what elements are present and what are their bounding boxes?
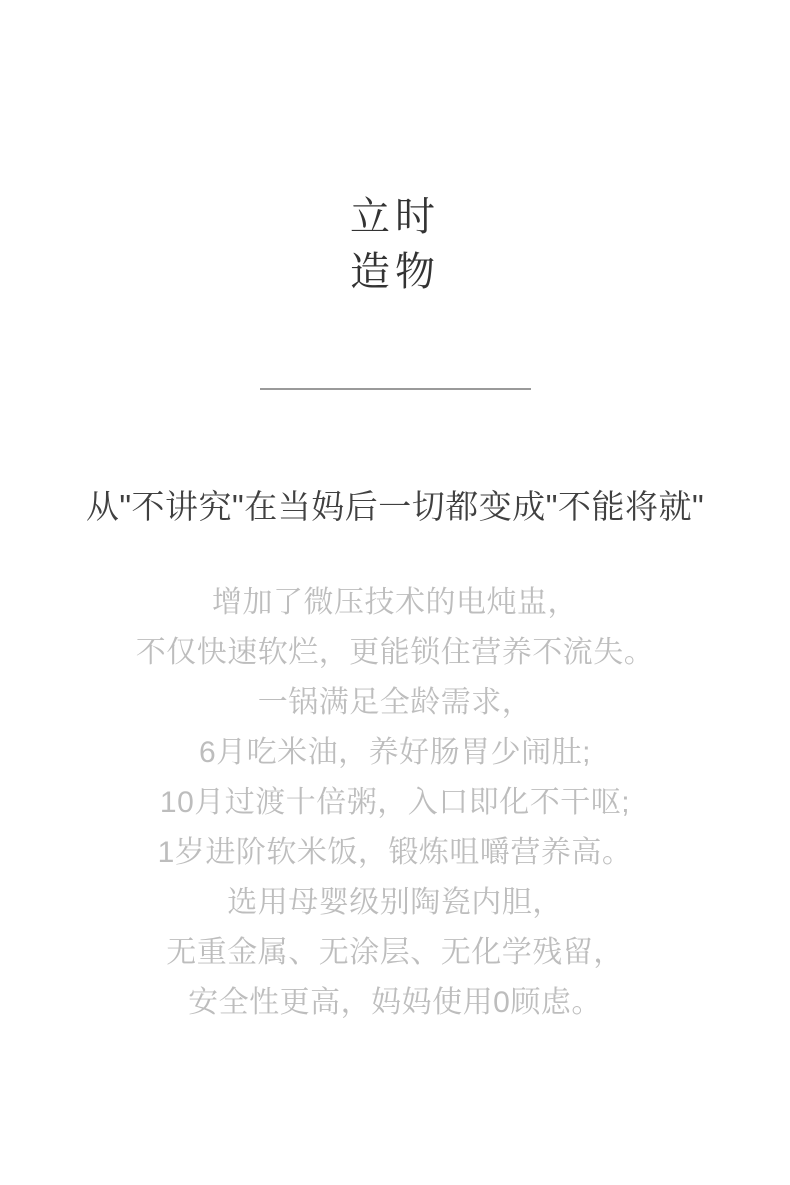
body-copy-line: 无重金属、无涂层、无化学残留，	[166, 936, 624, 969]
body-copy-line: 6月吃米油，养好肠胃少闹肚;	[198, 736, 592, 769]
horizontal-divider	[260, 388, 531, 390]
brand-logo-line-2: 造物	[350, 250, 440, 294]
brand-logo-line-1: 立时	[350, 195, 440, 239]
body-copy-line: 增加了微压技术的电炖盅，	[212, 586, 578, 619]
body-copy-line: 10月过渡十倍粥，入口即化不干呕;	[159, 786, 631, 819]
body-copy	[0, 578, 790, 1028]
body-copy-line: 1岁进阶软米饭，锻炼咀嚼营养高。	[157, 836, 633, 869]
body-copy-line: 安全性更高，妈妈使用0顾虑。	[188, 986, 602, 1019]
brand-logo	[0, 190, 790, 300]
section-heading: 从"不讲究"在当妈后一切都变成"不能将就"	[85, 488, 705, 525]
body-copy-line: 选用母婴级别陶瓷内胆，	[227, 886, 563, 919]
body-copy-line: 不仅快速软烂，更能锁住营养不流失。	[135, 636, 655, 669]
body-copy-line: 一锅满足全龄需求，	[257, 686, 533, 719]
